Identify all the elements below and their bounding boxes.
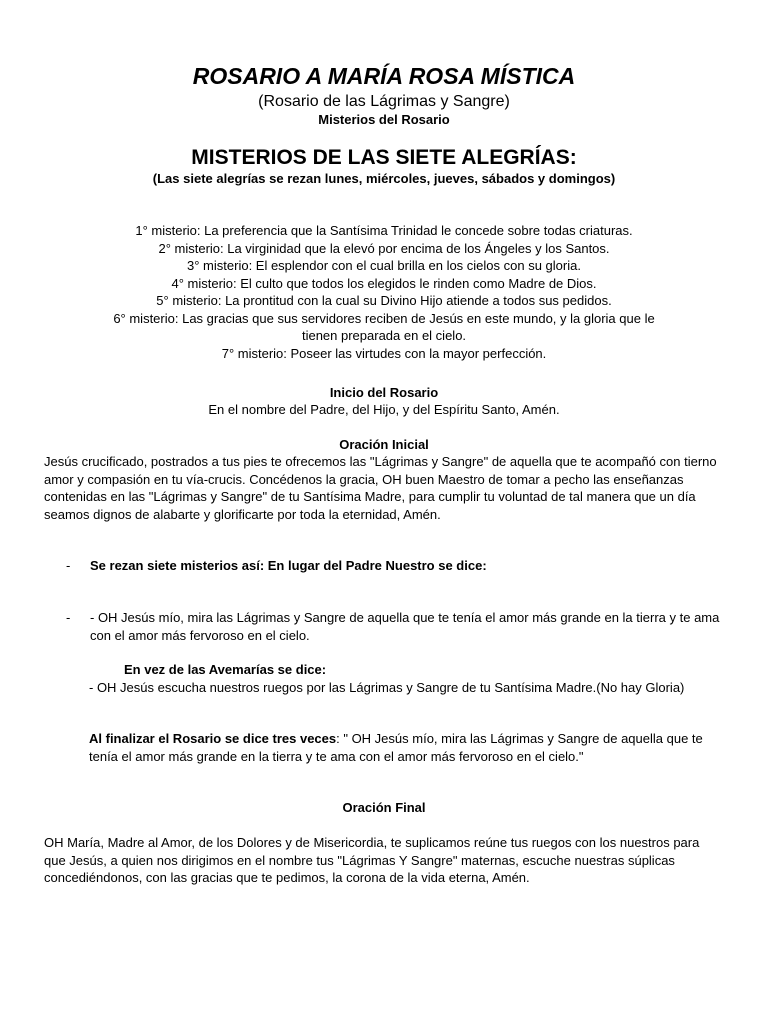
instruction-bullet-1: [66, 557, 726, 575]
instruction-text-1: Se rezan siete misterios así: En lugar del Padre Nuestro se dice:: [90, 558, 487, 573]
mystery-item: 7° misterio: Poseer las virtudes con la mayor perfección.: [221, 345, 547, 361]
mystery-item: 6° misterio: Las gracias que sus servidores reciben de Jesús en este mundo, y la gloria que le tienen preparada en el cielo.: [113, 310, 655, 343]
oracion-final-title: Oración Final: [342, 800, 426, 815]
oracion-final-text: OH María, Madre al Amor, de los Dolores y de Misericordia, te suplicamos reúne tus ruegos con los nuestros para que Jesús, a quien nos dirigimos en el nombre tus "Lágrimas Y Sangre" maternas, escuche nuestras súplicas concediéndonos, con las gracias que te pedimos, la corona de la vida eterna, Amén.: [44, 835, 700, 885]
final-instruction-block: [89, 730, 717, 765]
final-instruction-text: : " OH Jesús mío, mira las Lágrimas y Sangre de aquella que te tenía el amor más grande en la tierra y te ama con el amor más fervoroso en el cielo.": [89, 731, 703, 764]
mystery-item: 4° misterio: El culto que todos los elegidos le rinden como Madre de Dios.: [171, 275, 597, 291]
bullet-dash: -: [66, 558, 71, 573]
inicio-title: Inicio del Rosario: [329, 385, 439, 400]
final-instruction-bold: Al finalizar el Rosario se dice tres veces: [89, 731, 337, 746]
instruction-bullet-2: [66, 609, 726, 644]
misterios-label: Misterios del Rosario: [318, 112, 450, 127]
avemarias-block: [89, 661, 717, 696]
mystery-item: 5° misterio: La prontitud con la cual su Divino Hijo atiende a todos sus pedidos.: [156, 293, 612, 308]
bullet-dash: -: [66, 610, 71, 625]
instruction-text-2: - OH Jesús mío, mira las Lágrimas y Sangre de aquella que te tenía el amor más grande en la tierra y te ama con el amor más fervoroso en el cielo.: [90, 610, 720, 643]
mystery-item: 1° misterio: La preferencia que la Santísima Trinidad le concede sobre todas criaturas.: [135, 223, 633, 238]
oracion-inicial-title: Oración Inicial: [339, 437, 429, 452]
inicio-text: En el nombre del Padre, del Hijo, y del Espíritu Santo, Amén.: [208, 402, 560, 417]
alegrias-heading: MISTERIOS DE LAS SIETE ALEGRÍAS:: [191, 146, 577, 169]
mystery-item: 3° misterio: El esplendor con el cual brilla en los cielos con su gloria.: [187, 258, 581, 273]
avemarias-title: En vez de las Avemarías se dice:: [124, 662, 327, 677]
avemarias-text: - OH Jesús escucha nuestros ruegos por las Lágrimas y Sangre de tu Santísima Madre.(No hay Gloria): [89, 679, 685, 695]
document-title: ROSARIO A MARÍA ROSA MÍSTICA: [192, 63, 576, 89]
mysteries-list: [44, 222, 724, 362]
document-subtitle: (Rosario de las Lágrimas y Sangre): [258, 93, 510, 110]
mystery-item: 2° misterio: La virginidad que la elevó por encima de los Ángeles y los Santos.: [158, 240, 610, 256]
alegrias-note: (Las siete alegrías se rezan lunes, miércoles, jueves, sábados y domingos): [152, 171, 616, 186]
oracion-inicial-text: Jesús crucificado, postrados a tus pies te ofrecemos las "Lágrimas y Sangre" de aquella que te acompañó con tierno amor y compasión en tu vía-crucis. Concédenos la gracia, OH buen Maestro de tomar a pecho las enseñanzas contenidas en las "Lágrimas y Sangre" de tu Santísima Madre, para cumplir tu voluntad de tal manera que un día seamos dignos de alabarte y glorificarte por toda la eternidad, Amén.: [44, 454, 717, 522]
